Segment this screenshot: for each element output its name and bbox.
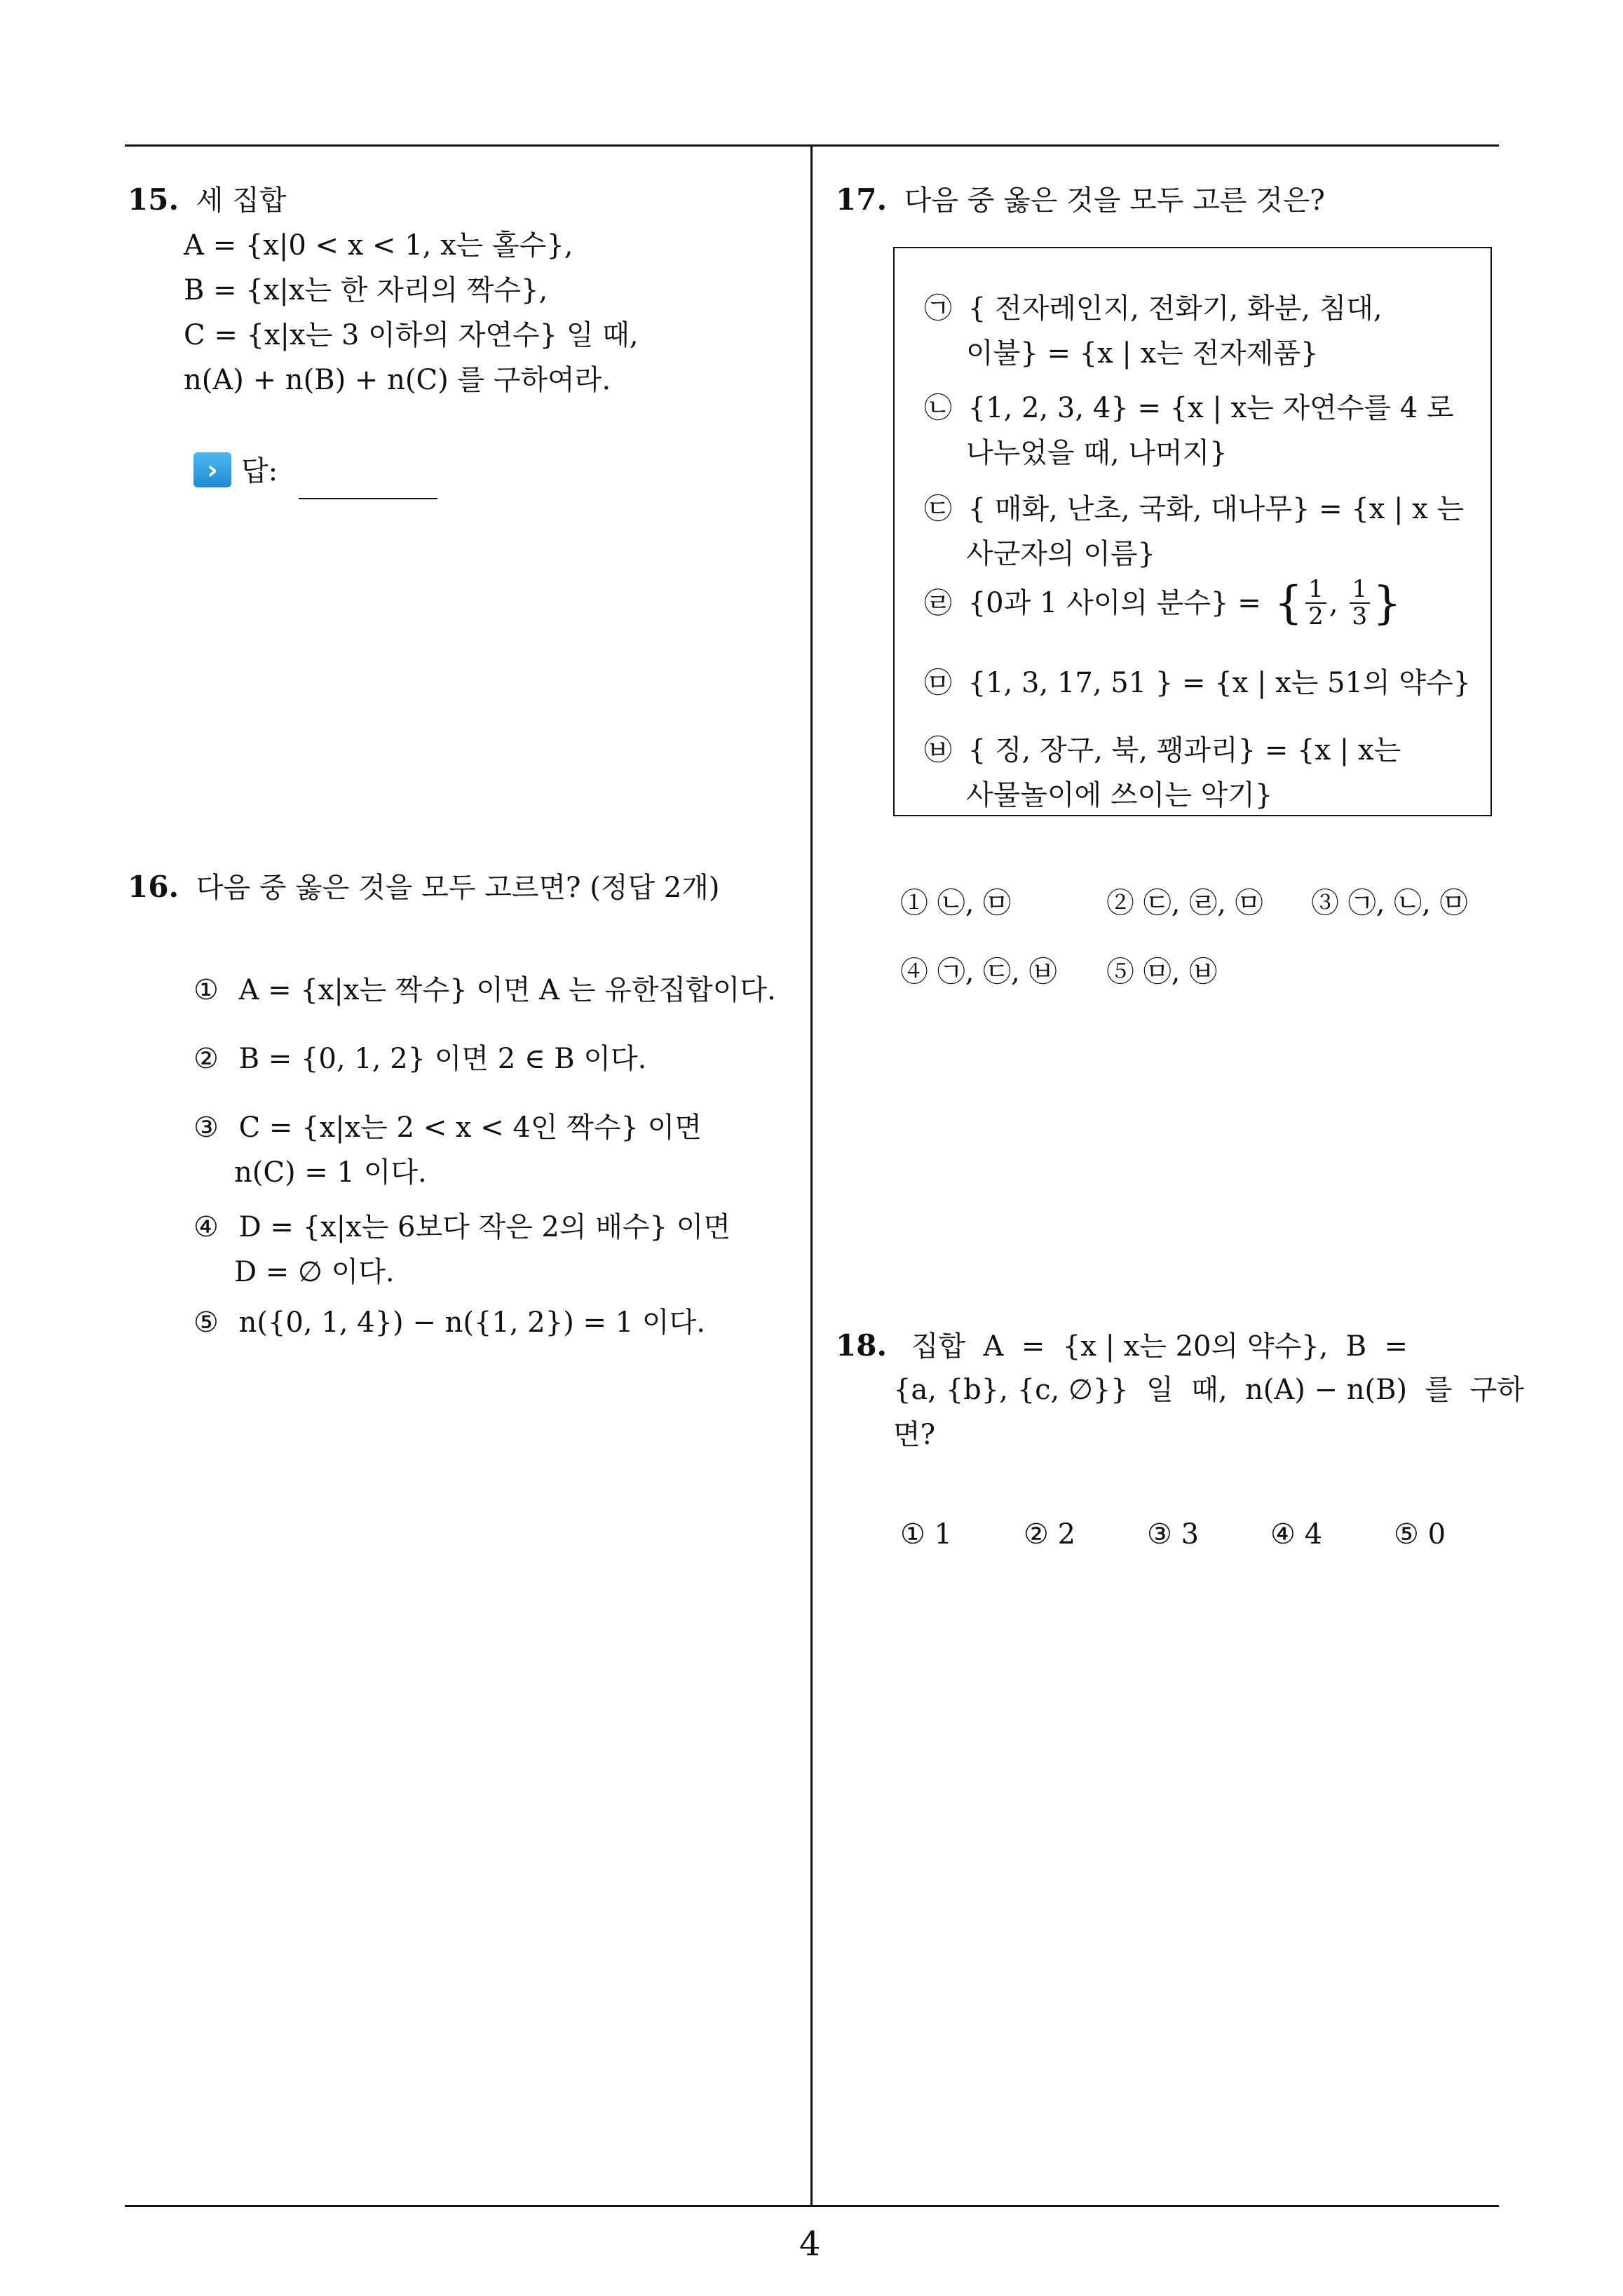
statement-5: ㉤ {1, 3, 17, 51 } = {x | x는 51의 약수} [924,667,1472,699]
question-text: 다음 중 옳은 것을 모두 고른 것은? [904,184,1325,217]
answer-label: 답: [241,455,278,487]
column-divider [810,144,813,2206]
question-number: 16. [128,870,179,904]
option-5[interactable]: ⑤ ㉤, ㉥ [1106,956,1218,988]
statement-6: ㉥ { 징, 장구, 북, 꽹과리} = {x | x는 [924,734,1401,767]
option-4[interactable]: ④ 4 [1270,1518,1323,1551]
question-line-1: 집합 A = {x | x는 20의 약수}, B = [911,1330,1408,1363]
question-line-3: 면? [893,1419,936,1451]
fraction-third: $\frac{1}{3}$ [1350,576,1371,630]
statement-1-line2: 이불} = {x | x는 전자제품} [966,337,1319,370]
set-b-definition: B = {x|x는 한 자리의 짝수}, [184,274,548,306]
choice-2[interactable]: ② B = {0, 1, 2} 이면 2 ∈ B 이다. [193,1043,647,1075]
fraction-set: { [1274,577,1303,630]
option-5[interactable]: ⑤ 0 [1394,1518,1446,1551]
page-number: 4 [799,2224,821,2264]
choice-1[interactable]: ① A = {x|x는 짝수} 이면 A 는 유한집합이다. [193,974,776,1006]
fraction-half: $\frac{1}{2}$ [1305,576,1326,630]
question-line-2: {a, {b}, {c, ∅}} 일 때, n(A) − n(B) 를 구하 [893,1374,1524,1406]
question-number: 18. [836,1328,888,1363]
choice-5[interactable]: ⑤ n({0, 1, 4}) − n({1, 2}) = 1 이다. [193,1306,705,1339]
statements-box [893,247,1492,816]
choice-4-continued: D = ∅ 이다. [234,1256,395,1288]
statement-3: ㉢ { 매화, 난초, 국화, 대나무} = {x | x 는 [924,493,1465,525]
statement-2-line2: 나누었을 때, 나머지} [966,437,1228,469]
chevron-right-icon: › [193,452,231,487]
option-3[interactable]: ③ 3 [1147,1518,1200,1551]
statement-3-line2: 사군자의 이름} [966,538,1156,570]
question-ask: n(A) + n(B) + n(C) 를 구하여라. [184,364,611,396]
question-number: 15. [128,182,179,217]
choice-3[interactable]: ③ C = {x|x는 2 < x < 4인 짝수} 이면 [193,1112,702,1144]
option-4[interactable]: ④ ㉠, ㉢, ㉥ [900,956,1057,988]
option-1[interactable]: ① 1 [900,1518,953,1551]
set-a-definition: A = {x|0 < x < 1, x는 홀수}, [184,229,573,262]
question-intro: 세 집합 [196,184,287,217]
option-2[interactable]: ② 2 [1024,1518,1076,1551]
option-1[interactable]: ① ㉡, ㉤ [900,887,1012,919]
set-c-definition: C = {x|x는 3 이하의 자연수} 일 때, [184,319,639,351]
bottom-rule [125,2205,1499,2207]
statement-4: ㉣ {0과 1 사이의 분수} = { $\frac{1}{2}$ , $\frac{1}{3}$ } [924,575,1401,631]
option-2[interactable]: ② ㉢, ㉣, ㉤ [1106,887,1263,919]
question-text: 다음 중 옳은 것을 모두 고르면? (정답 2개) [196,872,720,904]
answer-blank[interactable] [299,498,437,499]
choice-4[interactable]: ④ D = {x|x는 6보다 작은 2의 배수} 이면 [193,1211,731,1243]
statement-2: ㉡ {1, 2, 3, 4} = {x | x는 자연수를 4 로 [924,392,1454,424]
question-number: 17. [836,182,888,217]
statement-1: ㉠ { 전자레인지, 전화기, 화분, 침대, [924,292,1383,325]
choice-3-continued: n(C) = 1 이다. [234,1156,427,1189]
statement-6-line2: 사물놀이에 쓰이는 악기} [966,779,1273,811]
option-3[interactable]: ③ ㉠, ㉡, ㉤ [1311,887,1468,919]
